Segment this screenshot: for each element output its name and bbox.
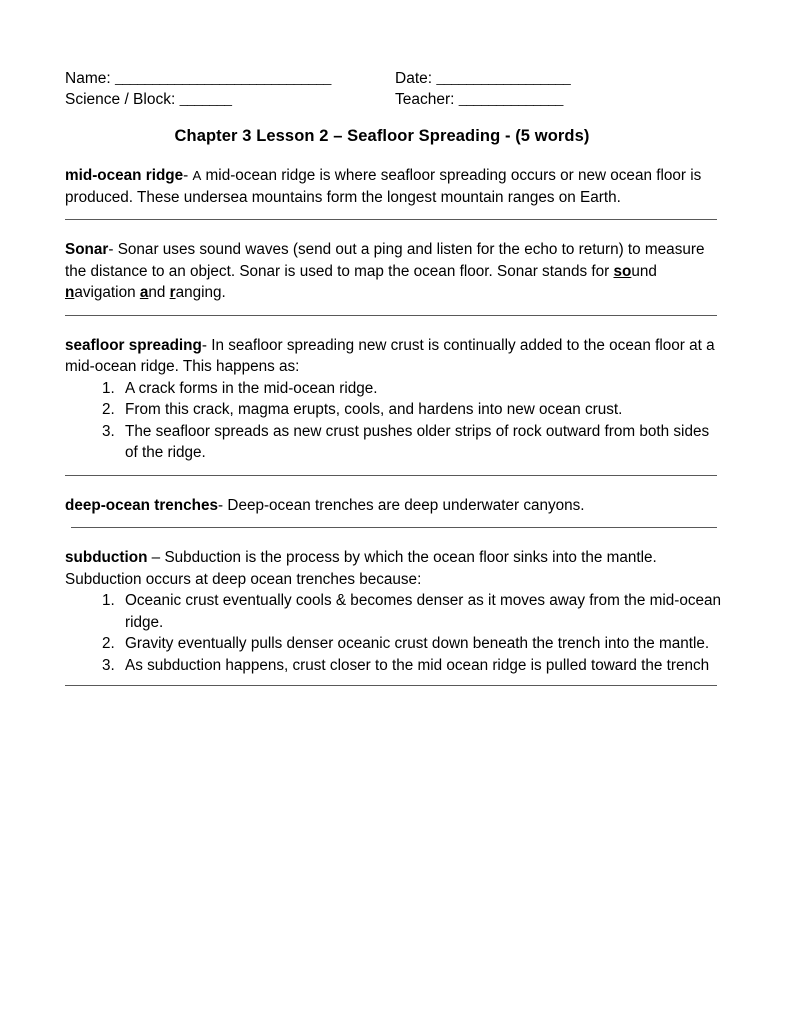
teacher-field-group [395, 89, 563, 110]
block-field-group [65, 89, 395, 110]
name-field-group [65, 68, 395, 89]
vocab-term: subduction [65, 549, 148, 566]
name-label: Name: [65, 70, 111, 87]
section-divider-3 [65, 475, 717, 476]
definition-section-sonar [65, 239, 721, 304]
definition-body: Deep-ocean trenches are deep underwater canyons. [227, 496, 585, 514]
name-input-blank[interactable]: _____________________________ [114, 70, 332, 87]
list-item: 3. As subduction happens, crust closer to the mid ocean ridge is pulled toward the trench [119, 655, 721, 677]
term-separator: – [147, 549, 165, 566]
definition-lead-letter: A [192, 168, 202, 183]
teacher-label: Teacher: [395, 91, 455, 108]
steps-list-subduction [65, 590, 721, 676]
section-divider-1 [65, 219, 717, 220]
term-separator: - [201, 336, 212, 354]
definition-body: In seafloor spreading new crust is continually added to the ocean floor at a mid-ocean ridge. This happens as: [65, 336, 715, 375]
section-divider-2 [65, 315, 717, 316]
block-label: Science / Block: [65, 91, 176, 108]
definition-body: Subduction is the process by which the ocean floor sinks into the mantle. Subduction occurs at deep ocean trenches because: [65, 549, 657, 588]
acronym-rest-sound: und [631, 262, 657, 280]
definition-section-mid-ocean-ridge [65, 165, 721, 208]
date-field-group [395, 68, 570, 89]
definition-section-subduction [65, 547, 721, 676]
page-title: Chapter 3 Lesson 2 – Seafloor Spreading - (5 words) [174, 127, 590, 145]
definition-section-seafloor-spreading [65, 335, 721, 464]
vocab-term: seafloor spreading [65, 336, 202, 354]
list-item: 1. A crack forms in the mid-ocean ridge. [119, 378, 721, 400]
student-info-header [65, 68, 721, 110]
teacher-input-blank[interactable]: ______________ [458, 91, 564, 108]
date-label: Date: [395, 70, 433, 87]
definition-paragraph [65, 165, 721, 208]
block-input-blank[interactable]: _______ [179, 91, 232, 108]
definition-section-deep-ocean-trenches [65, 495, 721, 517]
vocab-term: mid-ocean ridge [65, 167, 184, 184]
acronym-letter-r: r [169, 284, 176, 301]
steps-list-seafloor-spreading [65, 378, 721, 464]
definition-paragraph [65, 239, 721, 304]
definition-paragraph [65, 335, 721, 378]
date-input-blank[interactable]: __________________ [436, 70, 571, 87]
vocab-term: deep-ocean trenches [65, 496, 219, 514]
vocab-term: Sonar [65, 241, 109, 258]
header-row-block-teacher [65, 89, 721, 110]
section-divider-4 [71, 527, 717, 528]
acronym-letter-s-o: so [613, 262, 632, 280]
definition-body: Sonar uses sound waves (send out a ping and listen for the echo to return) to measure the distance to an object. Sonar is used to map the ocean floor. Sonar stands for [65, 241, 705, 280]
list-item: 3. The seafloor spreads as new crust pushes older strips of rock outward from both sides of the ridge. [119, 421, 721, 464]
definition-body: mid-ocean ridge is where seafloor spreading occurs or new ocean floor is produced. These undersea mountains form the longest mountain ranges on Earth. [65, 167, 702, 206]
acronym-rest-ranging: anging. [175, 284, 226, 301]
term-separator: - [218, 496, 228, 514]
acronym-rest-navigation: avigation [74, 284, 140, 301]
section-divider-5 [65, 685, 717, 686]
list-item: 2. Gravity eventually pulls denser oceanic crust down beneath the trench into the mantle. [119, 633, 721, 655]
list-item: 1. Oceanic crust eventually cools & becomes denser as it moves away from the mid-ocean ridge. [119, 590, 721, 633]
acronym-rest-and: nd [148, 284, 170, 301]
definition-paragraph [65, 495, 721, 517]
definition-paragraph [65, 547, 721, 590]
list-item: 2. From this crack, magma erupts, cools, and hardens into new ocean crust. [119, 399, 721, 421]
acronym-letter-a: a [139, 284, 149, 301]
header-row-name-date [65, 68, 721, 89]
term-separator: - [183, 167, 193, 184]
acronym-letter-n: n [65, 284, 75, 301]
term-separator: - [108, 241, 118, 258]
